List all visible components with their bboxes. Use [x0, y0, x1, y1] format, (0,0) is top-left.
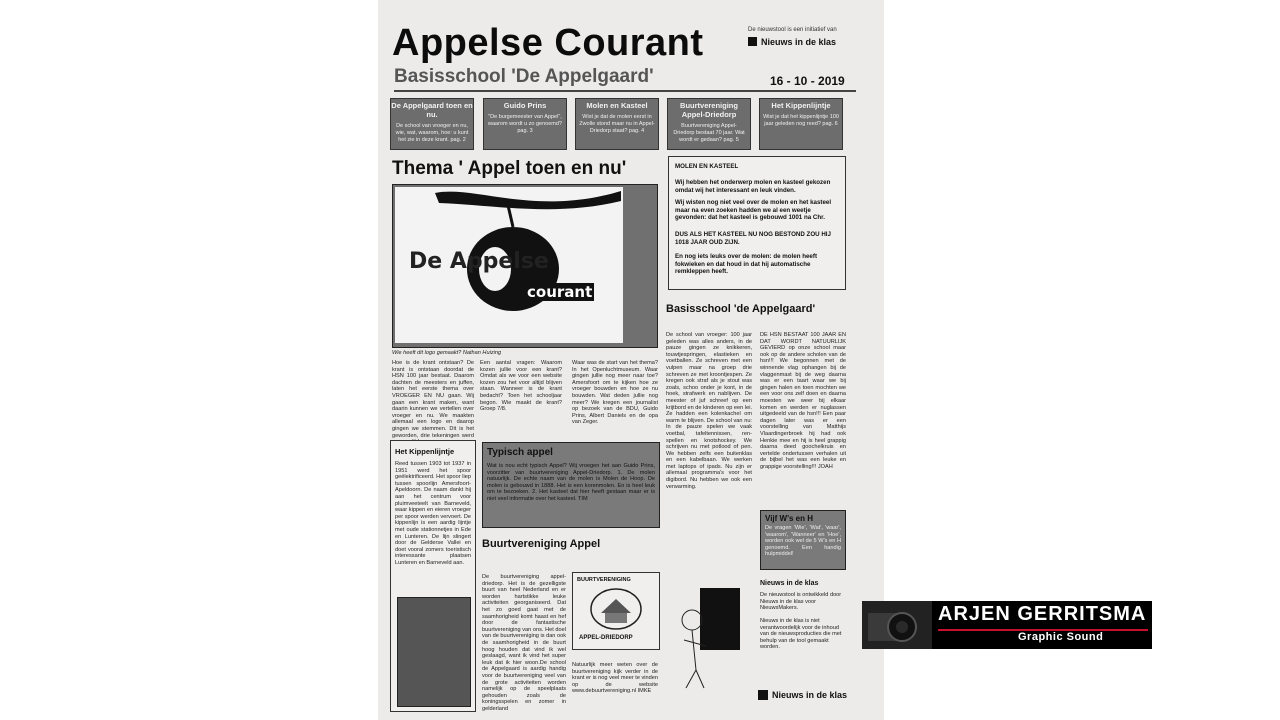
- tab-heading: Guido Prins: [503, 101, 547, 110]
- buurtvereniging-more: Natuurlijk meer weten over de buurtvereniging kijk verder in de krant er is nog veel meer te vinden op de website www.debuurtvereniging.nl IMKE: [572, 662, 658, 695]
- vijf-ws-heading: Vijf W's en H: [765, 514, 813, 523]
- newspaper-title: Appelse Courant: [392, 22, 704, 64]
- typisch-appel-heading: Typisch appel: [487, 447, 553, 458]
- school-subtitle: Basisschool 'De Appelgaard': [394, 66, 654, 87]
- typisch-appel-box: [482, 442, 660, 528]
- kippenlijntje-box: [390, 440, 476, 712]
- molen-paragraph-1: Wij hebben het onderwerp molen en kasteel gekozen omdat wij het interessant en leuk vinden.: [675, 179, 831, 194]
- molen-paragraph-2: Wij wisten nog niet veel over de molen en het kasteel maar na even zoeken hadden we al een weetje gevonden: dat het kasteel is gebouwd 1001 na Chr.: [675, 199, 832, 222]
- basisschool-heading: Basisschool 'de Appelgaard': [666, 303, 816, 315]
- vijf-ws-box: [760, 510, 846, 570]
- logo-caption: Wie heeft dit logo gemaakt? Nathan Huizing: [392, 350, 502, 356]
- tab-buurtvereniging: [667, 98, 751, 150]
- logo-drawing: [395, 187, 623, 343]
- reader-sketch-icon: [670, 580, 750, 690]
- thema-column-2: Een aantal vragen: Waarom kozen jullie voor een krant? Omdat als we voor een website kozen zou het voor altijd blijven staan. Wanneer is de krant bedacht? Toen het schooljaar begon. Wie maakt de krant? Groep 7/8.: [480, 360, 562, 413]
- tab-molen-kasteel: [575, 98, 659, 150]
- buurt-house-icon: [589, 587, 643, 631]
- nik-text-1: De nieuwstool is ontwikkeld door Nieuws in de klas voor NieuwsMakers.: [760, 592, 842, 612]
- kippenlijntje-text: Reed tussen 1903 tot 1937 in 1951 werd het spoor geëlektrificeerd. Het spoor liep tussen spoorlijn Amersfoort- Apeldoorn. De naam dankt hij aan het centrum voor pluimveeteelt van Barneveld, waar kippen en eieren vroeger per spoor werden vervoert. De kippenlijn is een aardig lijntje met oude stationnetjes in Ede en Lunteren. De lijn slingert door de Gelderse Vallei en doet vooral zomers toeristisch interessante plaatsen Lunteren en Barneveld aan.: [395, 461, 471, 566]
- tab-heading: Het Kippenlijntje: [771, 101, 831, 110]
- basisschool-column-1: De school van vroeger: 100 jaar geleden was alles anders, in de pauze gingen ze knikkeren, touwtjespringen, elastieken en voetballen. Ze schreven met een vulpen maar na groep drie schreven ze met kroontjespen. Ze kregen ook straf als je stout was zoals, schoo onder je kont, in de hoek, strafwerk en nablijven. De meester of juf schreef op een krijtbord en de kinderen op een lei. Ze hadden een kolenkachel om warm te blijven. De school van nu: In de pauze spelen we vaak voetbal, tafeltennissen, ren-spellen en knotshockey. We schrijven nu met potlood of pen. We hebben zelfs een buitenklas en een kabelbaan. We werken met laptops of ipads. Nu zijn er allemaal programma's voor het digibord. Nu hebben we ook een verwarming.: [666, 332, 752, 490]
- nik-footer-brand: Nieuws in de klas: [772, 690, 848, 700]
- molen-kasteel-box: [668, 156, 846, 290]
- watermark-subtitle: Graphic Sound: [1018, 631, 1104, 643]
- tab-text: Buurtvereniging Appel-Driedorp bestaat 70 jaar. Wat wordt er gedaan? pag. 5: [673, 123, 745, 143]
- watermark-banner: [862, 601, 1152, 649]
- nik-heading: Nieuws in de klas: [760, 580, 819, 587]
- illustration-reader: [670, 580, 750, 690]
- tab-text: Wist je dat het kippenlijntje 100 jaar geleden nog reed? pag. 6: [763, 114, 839, 127]
- molen-paragraph-4: En nog iets leuks over de molen: de molen heeft fokwieken en dat houd in dat hij automatische remkleppen heeft.: [675, 253, 817, 276]
- tab-guido-prins: [483, 98, 567, 150]
- nik-footer-logo-icon: [758, 690, 768, 700]
- issue-date: 16 - 10 - 2019: [770, 74, 845, 88]
- nik-brand: Nieuws in de klas: [761, 37, 837, 47]
- typisch-appel-text: Wat is nou echt typisch Appel? Wij vroegen het aan Guido Prins, voorzitter van buurtvereniging Appel-Driedorp. 1. De molen natuurlijk. De echte naam van de molen is Molen de Hoop. De molen is gebouwd in 1888. Het is een korenmolen. En is heel leuk om te bezoeken. 2. Het kasteel dat hier heeft gestaan maar er is niet veel informatie over het kasteel. TIM: [487, 463, 655, 502]
- header-divider: [394, 90, 856, 92]
- initiative-note: De nieuwstool is een initiatief van: [748, 27, 837, 33]
- logo-text: De Appelse: [409, 249, 549, 274]
- buurt-logo-bottom: APPEL-DRIEDORP: [579, 635, 633, 641]
- vijf-ws-text: De vragen 'Wie', 'Wat', 'waar', 'waarom', 'Wanneer' en 'Hoe', worden ook wel de 5 W's en H genoemd. Een handig hulpmiddel!: [765, 525, 841, 558]
- basisschool-column-2: DE HSN BESTAAT 100 JAAR EN DAT WORDT NATUURLIJK GEVIERD op onze school maar ook op de andere scholen van de hsn!!! We begonnen met de winnende vlag ophangen bij de vlaggenmast bij de weg daarna was er een taart waar we bij gingen halen en toen mochten we een voor ons zelf doen en daarna moesten we weer bij elkaar komen en werden er nuglassen uitgedeeld van de hsn!!! Een paar dagen later was er een voorstelling van Matthijs Vlaardingerbroek hij had ook Henkie mee en hij is heel grappig daarna deed goochelkruis en vertelde ondertussen verhalen uit de bijbel het was een leuke en grappige voorstelling!!! JOAH: [760, 332, 846, 470]
- tab-text: "De burgemeester van Appel", waarom wordt u zo genoemd? pag. 3: [488, 114, 562, 134]
- nik-text-2: Nieuws in de klas is niet verantwoordelijk voor de inhoud van de nieuwsproducties die met behulp van de tool gemaakt worden.: [760, 618, 842, 651]
- tab-text: Wist je dat de molen eerst in Zwolle stond maar nu in Appel-Driedorp staat? pag. 4: [579, 114, 655, 134]
- buurt-logo-top: BUURTVERENIGING: [577, 577, 631, 583]
- tab-appelgaard: [390, 98, 474, 150]
- newspaper-page: [378, 0, 884, 720]
- tab-heading: Molen en Kasteel: [586, 101, 648, 110]
- kippenlijntje-heading: Het Kippenlijntje: [395, 447, 455, 456]
- tab-heading: Buurtvereniging Appel-Driedorp: [680, 101, 738, 119]
- thema-column-1: Hoe is de krant ontstaan? De krant is ontstaan doordat de HSN 100 jaar bestaat. Daarom dachten de meesters en juffen, laten het eerste thema over VROEGER EN NU gaan. Wij gaan een krant maken, want daarin kunnen we vertellen over vroeger en nu. We maakten allemaal een logo en daarop gingen we stemmen. Dit is het geworden, drie tekeningen werd: [392, 360, 474, 439]
- tab-text: De school van vroeger en nu, wie, wat, waarom, hoe: u kunt het zie in deze krant. pag. 2: [395, 123, 469, 143]
- thema-column-3: Waar was de start van het thema? In het Openluchtmuseum. Waar gingen jullie nog meer naar toe? Amersfoort om te kijken hoe ze vroeger bouwden en hoe ze nu bouwden. Wat deden jullie nog meer? We kregen een journalist op bezoek van de BDU, Guido Prins, Albert Daniels en de opa van Zeger.: [572, 360, 658, 426]
- logo-text-2: courant: [527, 283, 593, 301]
- buurtvereniging-text: De buurtvereniging appel-driedorp. Het is de gezelligste buurt van heel Nederland en er worden hartstikke leuke activiteiten georganiseerd. Dat het zo goed gaat met de saamhorigheid komt haast en hef door de fantastische buurtvereniging van ons. Het doel van de buurtvereniging is dan ook de saamhorigheid in de buurt hoog houden dat vind ik wel geslaagd, want ik vind het super leuk dat ik hier woon.De school de Appelgaard is aardig handig voor de buurtvereniging veel van de grote activiteiten worden namelijk op de speelplaats gehouden zoals de koningsspelen en zomer in gelderland: [482, 574, 566, 712]
- buurtvereniging-heading: Buurtvereniging Appel: [482, 538, 601, 550]
- buurtvereniging-logo: [572, 572, 660, 650]
- molen-paragraph-3: DUS ALS HET KASTEEL NU NOG BESTOND ZOU HIJ 1018 JAAR OUD ZIJN.: [675, 231, 831, 246]
- thema-heading: Thema ' Appel toen en nu': [392, 158, 627, 179]
- watermark-name: ARJEN GERRITSMA: [938, 603, 1147, 625]
- molen-heading: MOLEN EN KASTEEL: [675, 163, 739, 170]
- nik-logo-icon: [748, 37, 757, 46]
- station-photo: [397, 597, 471, 707]
- tab-heading: De Appelgaard toen en nu.: [391, 101, 473, 119]
- camera-icon: [862, 601, 932, 649]
- tab-kippenlijntje: [759, 98, 843, 150]
- logo-drawing-frame: [392, 184, 658, 348]
